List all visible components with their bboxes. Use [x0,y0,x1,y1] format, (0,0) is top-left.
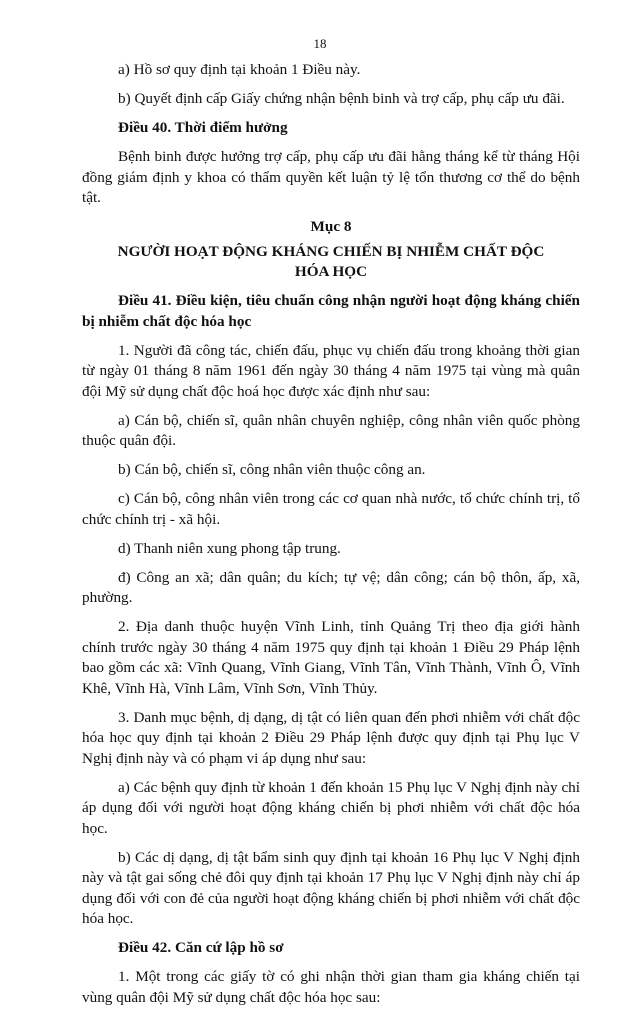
article-41-clause-1b: b) Cán bộ, chiến sĩ, công nhân viên thuộc công an. [118,461,426,478]
article-41-heading: Điều 41. Điều kiện, tiêu chuẩn công nhận người hoạt động kháng chiến bị nhiễm chất độc hóa học [82,292,580,330]
section-8-label: Mục 8 [310,218,352,235]
article-41-clause-1dd: đ) Công an xã; dân quân; du kích; tự vệ; dân công; cán bộ thôn, ấp, xã, phường. [82,568,580,606]
document-body [82,60,580,1017]
article-41-clause-3b: b) Các dị dạng, dị tật bẩm sinh quy định tại khoản 16 Phụ lục V Nghị định này và tật gai sống chẻ đôi quy định tại khoản 17 Phụ lục V Nghị định này chỉ áp dụng đối với con đẻ của người hoạt động kháng chiến bị phơi nhiễm với chất độc hóa học. [82,848,580,927]
article-41-clause-3a: a) Các bệnh quy định từ khoản 1 đến khoản 15 Phụ lục V Nghị định này chỉ áp dụng đối với người hoạt động kháng chiến bị phơi nhiễm với chất độc hóa học. [82,778,580,837]
paragraph-40b: b) Quyết định cấp Giấy chứng nhận bệnh binh và trợ cấp, phụ cấp ưu đãi. [118,90,565,107]
article-41-clause-1c: c) Cán bộ, công nhân viên trong các cơ quan nhà nước, tổ chức chính trị, tổ chức chính trị - xã hội. [82,490,580,528]
paragraph-40a: a) Hồ sơ quy định tại khoản 1 Điều này. [118,61,361,78]
section-8-title: NGƯỜI HOẠT ĐỘNG KHÁNG CHIẾN BỊ NHIỄM CHẤT ĐỘC HÓA HỌC [117,242,545,280]
article-41-clause-1: 1. Người đã công tác, chiến đấu, phục vụ chiến đấu trong khoảng thời gian từ ngày 01 tháng 8 năm 1961 đến ngày 30 tháng 4 năm 1975 tại vùng mà quân đội Mỹ sử dụng chất độc hoá học được xác định như sau: [82,341,580,400]
article-42-heading: Điều 42. Căn cứ lập hồ sơ [118,939,284,956]
article-41-clause-2: 2. Địa danh thuộc huyện Vĩnh Linh, tỉnh Quảng Trị theo địa giới hành chính trước ngày 30 tháng 4 năm 1975 quy định tại khoản 1 Điều 29 Pháp lệnh bao gồm các xã: Vĩnh Quang, Vĩnh Giang, Vĩnh Tân, Vĩnh Thành, Vĩnh Ô, Vĩnh Khê, Vĩnh Hà, Vĩnh Lâm, Vĩnh Sơn, Vĩnh Thủy. [82,618,580,697]
page-number: 18 [313,36,327,51]
article-41-clause-1d: d) Thanh niên xung phong tập trung. [118,539,341,557]
article-40-heading: Điều 40. Thời điểm hưởng [118,119,288,136]
article-40-body: Bệnh binh được hưởng trợ cấp, phụ cấp ưu đãi hằng tháng kể từ tháng Hội đồng giám định y khoa có thẩm quyền kết luận tỷ lệ tổn thương cơ thể do bệnh tật. [82,148,580,206]
article-42-clause-1: 1. Một trong các giấy tờ có ghi nhận thời gian tham gia kháng chiến tại vùng quân đội Mỹ sử dụng chất độc hóa học sau: [82,968,580,1006]
article-41-clause-3: 3. Danh mục bệnh, dị dạng, dị tật có liên quan đến phơi nhiễm với chất độc hóa học quy định tại khoản 2 Điều 29 Pháp lệnh được quy định tại Phụ lục V Nghị định này và có phạm vi áp dụng như sau: [82,708,580,767]
article-41-clause-1a: a) Cán bộ, chiến sĩ, quân nhân chuyên nghiệp, công nhân viên quốc phòng thuộc quân đội. [82,411,580,449]
